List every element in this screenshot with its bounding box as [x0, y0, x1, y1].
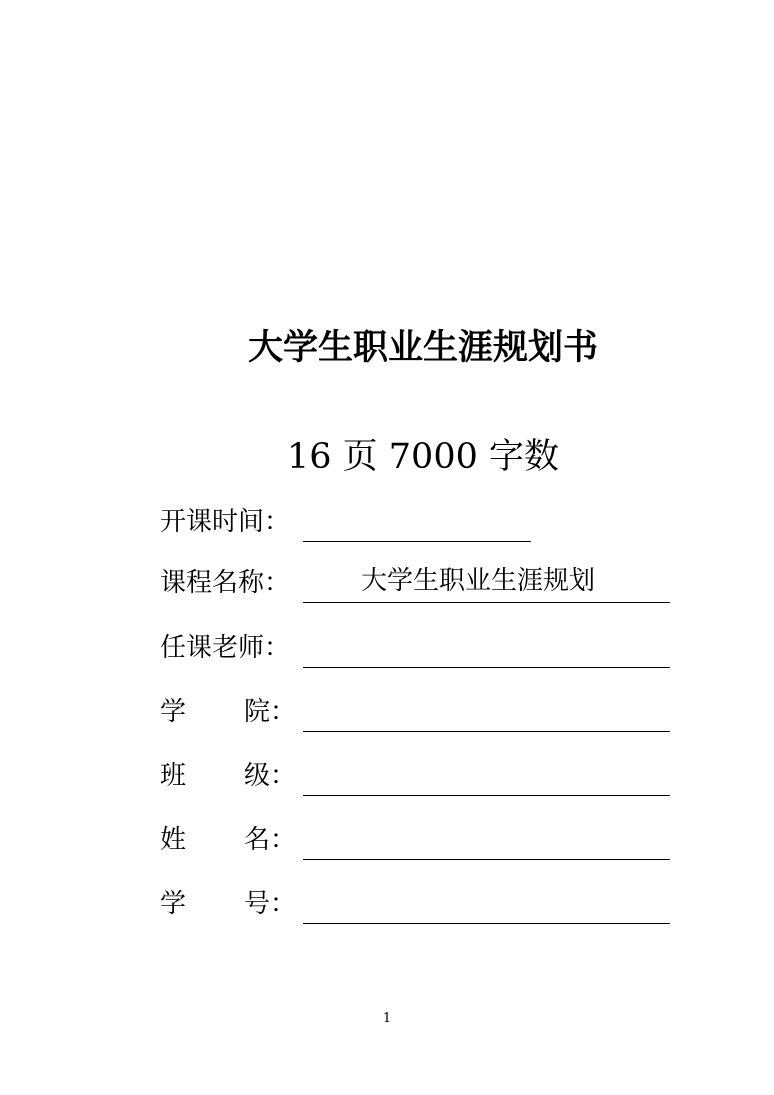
field-label-text: 课程名称：	[160, 568, 291, 598]
field-label-text: 开课时间：	[160, 507, 291, 537]
document-title: 大学生职业生涯规划书	[247, 328, 598, 368]
college-field	[303, 692, 670, 732]
course-name-field	[303, 563, 670, 603]
field-label-teacher	[160, 628, 302, 668]
field-label-name	[160, 820, 302, 860]
field-label-char: 班	[160, 761, 187, 791]
field-label-char: 级：	[244, 761, 297, 791]
document-subtitle: 16 页 7000 字数	[287, 437, 559, 477]
student-id-field	[303, 884, 670, 924]
course-time-field	[303, 502, 531, 542]
field-label-course-name	[160, 563, 302, 603]
class-field	[303, 756, 670, 796]
field-label-text: 任课老师：	[160, 633, 291, 663]
field-label-student-id	[160, 884, 302, 924]
page-number: 1	[382, 1011, 392, 1026]
field-label-char: 院：	[244, 697, 297, 727]
field-label-char: 名：	[244, 825, 297, 855]
field-label-college	[160, 692, 302, 732]
field-label-char: 号：	[244, 889, 297, 919]
course-name-value: 大学生职业生涯规划	[361, 566, 596, 596]
teacher-field	[303, 628, 670, 668]
field-label-char: 学	[160, 889, 187, 919]
name-field	[303, 820, 670, 860]
field-label-course-time	[160, 502, 302, 542]
field-label-char: 学	[160, 697, 187, 727]
field-label-class	[160, 756, 302, 796]
field-label-char: 姓	[160, 825, 187, 855]
